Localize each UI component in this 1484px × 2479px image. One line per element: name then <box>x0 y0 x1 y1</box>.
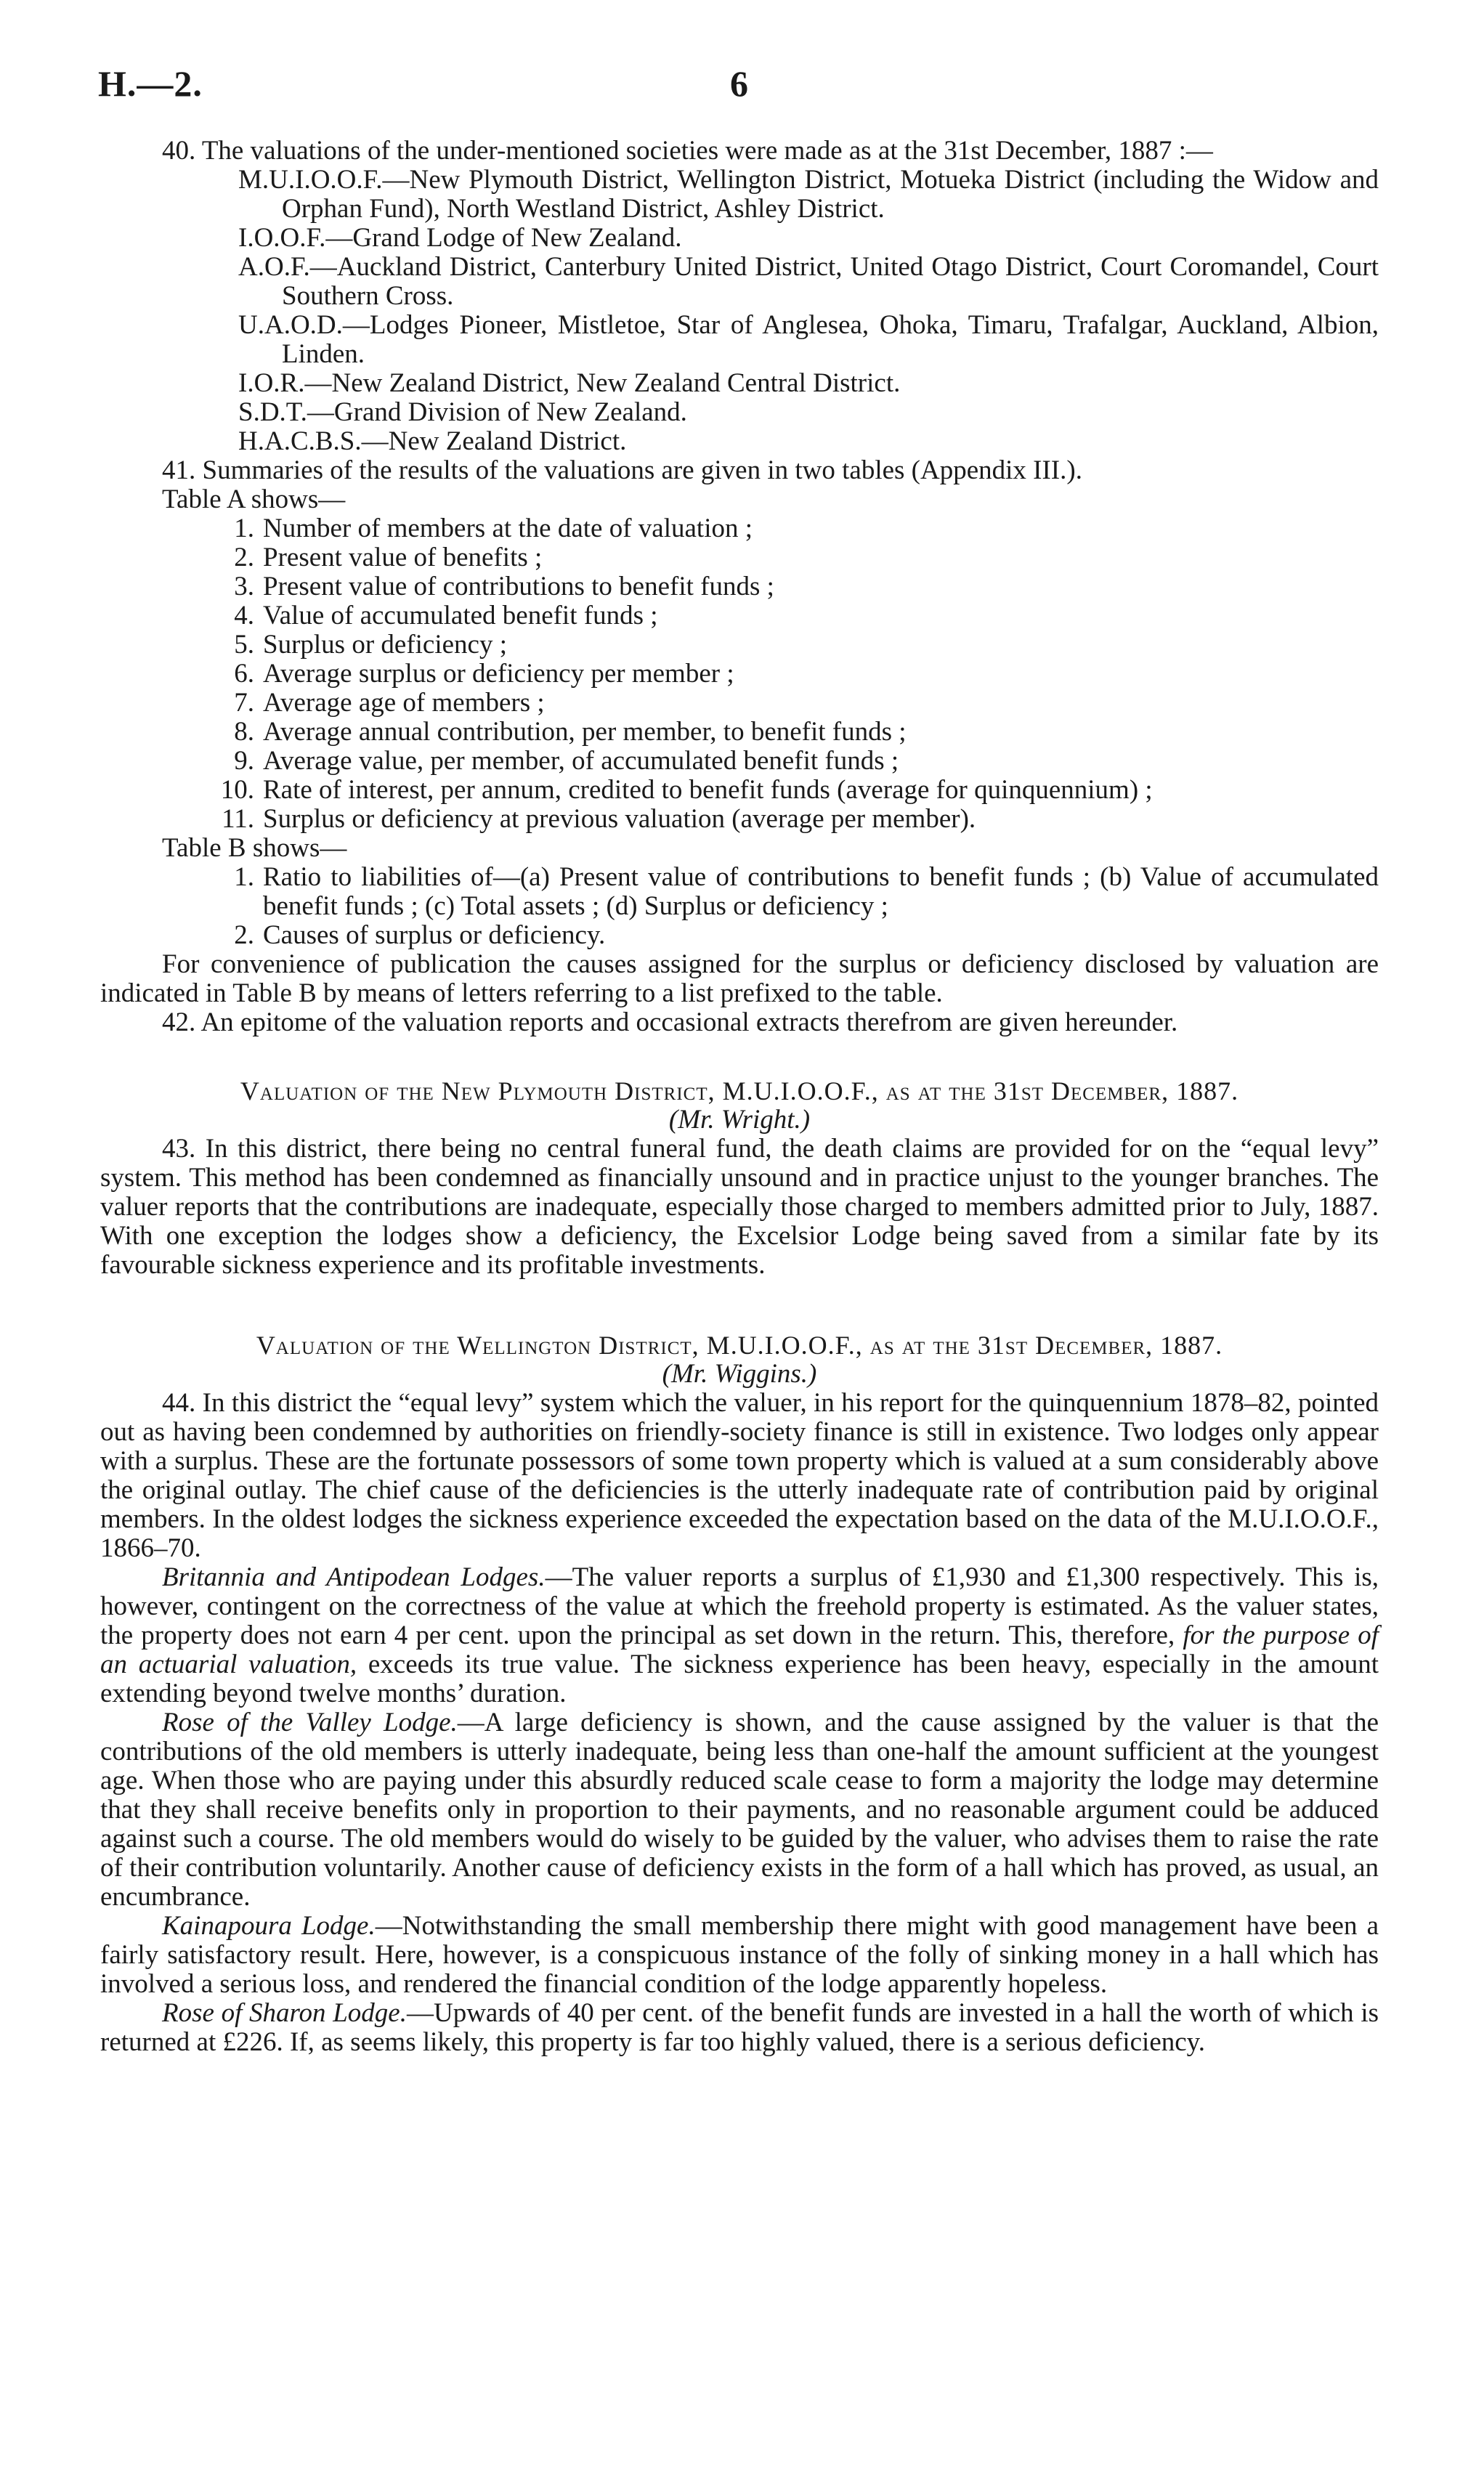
lodge-title: Rose of Sharon Lodge. <box>162 1998 407 2028</box>
lodge-title: Rose of the Valley Lodge. <box>162 1708 458 1737</box>
list-item: 7. Average age of members ; <box>234 688 545 718</box>
list-item: 10. Rate of interest, per annum, credited to benefit funds (average for quinquennium) ; <box>220 775 1153 805</box>
list-item: 2. Causes of surplus or deficiency. <box>234 920 606 950</box>
paragraph-43: 43. In this district, there being no central funeral fund, the death claims are provided for on the “equal levy” system. This method has been condemned as financially unsound and in practice unjust to the younger branches. The valuer reports that the contributions are inadequate, especially those charged to members admitted prior to July, 1887. With one exception the lodges show a deficiency, the Excelsior Lodge being saved from a similar fate by its favourable sickness experience and its profitable investments. <box>100 1134 1379 1280</box>
paragraph-40: 40. The valuations of the under-mentioned societies were made as at the 31st December, 1887 :— <box>162 136 1213 166</box>
society-item: I.O.R.—New Zealand District, New Zealand Central District. <box>238 368 901 398</box>
kainapoura-paragraph: Kainapoura Lodge.—Notwithstanding the small membership there might with good management have been a fairly satisfactory result. Here, however, is a conspicuous instance of the folly of sinking money in a hall which has involved a serious loss, and rendered the financial condition of the lodge apparently hopeless. <box>100 1911 1379 1999</box>
table-b-list <box>100 863 1379 950</box>
list-item: 5. Surplus or deficiency ; <box>234 630 507 660</box>
list-item: 11. Surplus or deficiency at previous valuation (average per member). <box>222 804 976 834</box>
valuer-name: (Mr. Wiggins.) <box>662 1359 817 1389</box>
section-heading-new-plymouth: Valuation of the New Plymouth District, M.U.I.O.O.F., as at the 31st December, 1887. <box>240 1076 1239 1105</box>
list-item: 4. Value of accumulated benefit funds ; <box>234 601 658 630</box>
table-b-label: Table B shows— <box>162 833 347 863</box>
society-item: M.U.I.O.O.F.—New Plymouth District, Wellington District, Motueka District (including the Widow and Orphan Fund), North Westland District, Ashley District. <box>238 165 1379 224</box>
list-item: 1. Number of members at the date of valuation ; <box>234 514 753 543</box>
lodge-title: Kainapoura Lodge. <box>162 1911 376 1941</box>
document-code: H.—2. <box>98 63 203 104</box>
valuer-name: (Mr. Wright.) <box>668 1105 811 1135</box>
rose-sharon-paragraph: Rose of Sharon Lodge.—Upwards of 40 per cent. of the benefit funds are invested in a hall the worth of which is returned at £226. If, as seems likely, this property is far too highly valued, there is a serious deficiency. <box>100 1998 1379 2057</box>
paragraph-42: 42. An epitome of the valuation reports and occasional extracts therefrom are given hereunder. <box>162 1007 1178 1037</box>
table-a-label: Table A shows— <box>162 484 346 514</box>
rose-valley-paragraph: Rose of the Valley Lodge.—A large deficiency is shown, and the cause assigned by the valuer is that the contributions of the old members is utterly inadequate, being less than one-half the amount sufficient at the youngest age. When those who are paying under this absurdly reduced scale cease to form a majority the lodge may determine that they shall receive benefits only in proportion to their payments, and no reasonable argument could be adduced against such a course. The old members would do wisely to be guided by the valuer, who advises them to raise the rate of their contribution voluntarily. Another cause of deficiency exists in the form of a hall which has proved, as usual, an encumbrance. <box>100 1708 1379 1912</box>
list-item: 3. Present value of contributions to benefit funds ; <box>234 572 774 601</box>
britannia-paragraph: Britannia and Antipodean Lodges.—The valuer reports a surplus of £1,930 and £1,300 respectively. This is, however, contingent on the correctness of the value at which the freehold property is estimated. As the valuer states, the property does not earn 4 per cent. upon the principal as set down in the return. This, therefore, for the purpose of an actuarial valuation, exceeds its true value. The sickness experience has been heavy, especially in the amount extending beyond twelve months’ duration. <box>100 1562 1379 1708</box>
society-item: S.D.T.—Grand Division of New Zealand. <box>238 397 687 427</box>
societies-list <box>100 166 1379 456</box>
society-item: A.O.F.—Auckland District, Canterbury United District, United Otago District, Court Coromandel, Court Southern Cross. <box>238 252 1379 311</box>
document-body <box>100 137 1379 2057</box>
convenience-paragraph: For convenience of publication the causes assigned for the surplus or deficiency disclosed by valuation are indicated in Table B by means of letters referring to a list prefixed to the table. <box>100 949 1379 1008</box>
list-item: 2. Present value of benefits ; <box>234 543 543 572</box>
paragraph-41: 41. Summaries of the results of the valuations are given in two tables (Appendix III.). <box>162 455 1082 485</box>
page-number: 6 <box>730 63 748 104</box>
section-heading-wellington: Valuation of the Wellington District, M.U.I.O.O.F., as at the 31st December, 1887. <box>256 1331 1223 1360</box>
list-item: 9. Average value, per member, of accumulated benefit funds ; <box>234 746 899 776</box>
list-item: 8. Average annual contribution, per member, to benefit funds ; <box>234 717 907 747</box>
table-a-list <box>100 514 1379 834</box>
lodge-title: Britannia and Antipodean Lodges. <box>162 1562 546 1592</box>
list-item: 1. Ratio to liabilities of—(a) Present value of contributions to benefit funds ; (b) Value of accumulated benefit funds ; (c) Total assets ; (d) Surplus or deficiency ; <box>234 862 1379 921</box>
paragraph-44: 44. In this district the “equal levy” system which the valuer, in his report for the quinquennium 1878–82, pointed out as having been condemned by authorities on friendly-society finance is still in existence. Two lodges only appear with a surplus. These are the fortunate possessors of some town property which is valued at a sum considerably above the original outlay. The chief cause of the deficiencies is the utterly inadequate rate of contribution paid by original members. In the oldest lodges the sickness experience exceeded the expectation based on the data of the M.U.I.O.O.F., 1866–70. <box>100 1388 1379 1563</box>
society-item: H.A.C.B.S.—New Zealand District. <box>238 426 627 456</box>
society-item: U.A.O.D.—Lodges Pioneer, Mistletoe, Star of Anglesea, Ohoka, Timaru, Trafalgar, Auckland, Albion, Linden. <box>238 310 1379 369</box>
list-item: 6. Average surplus or deficiency per member ; <box>234 659 734 689</box>
society-item: I.O.O.F.—Grand Lodge of New Zealand. <box>238 223 682 253</box>
